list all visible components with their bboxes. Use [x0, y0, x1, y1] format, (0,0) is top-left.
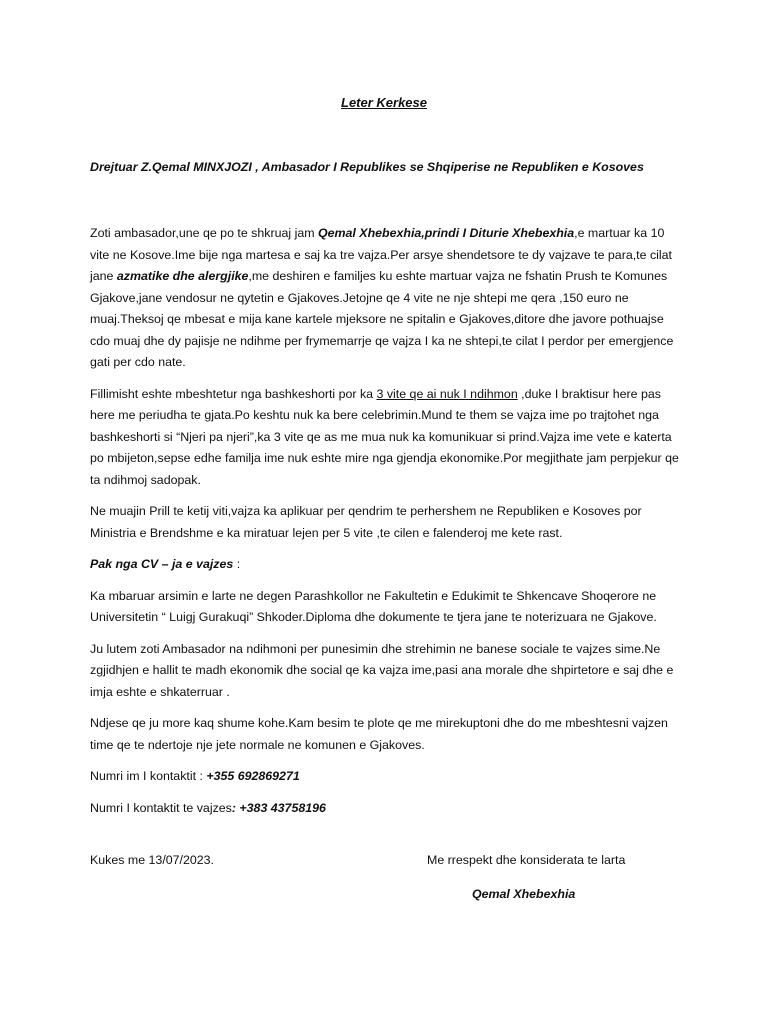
place-date: Kukes me 13/07/2023. [90, 853, 214, 867]
intro-text-a: Zoti ambasador,une qe po te shkruaj jam [90, 226, 318, 240]
contact2-label: Numri I kontaktit te vajzes [90, 800, 232, 815]
recipient-line: Drejtuar Z.Qemal MINXJOZI , Ambasador I Republikes se Shqiperise ne Republiken e Kosoves [90, 160, 644, 174]
situation-text-b: ,duke I braktisur here pas here me periudha te gjata.Po keshtu nuk ka bere celebrimin.Mund te them se vajza ime po trajtohet nga bashkeshorti si “Njeri pa njeri”,ka 3 vite qe as me mua nuk ka komunikuar si prind.Vajza ime vete e katerta po mbijeton,sepse edhe familja ime nuk eshte mire nga gjendja ekonomike.Por megjithate jam perpjekur qe ta ndihmoj sadopak. [90, 386, 679, 487]
contact2-value: : +383 43758196 [231, 800, 326, 815]
sender-name-bold: Qemal Xhebexhia,prindi I Diturie Xhebexhia [317, 226, 575, 240]
situation-underlined: 3 vite qe ai nuk I ndihmon [376, 386, 518, 401]
contact-line-2 [90, 798, 682, 820]
paragraph-request: Ju lutem zoti Ambasador na ndihmoni per punesimin dhe strehimin ne banese sociale te vajzes sime.Ne zgjidhjen e hallit te madh ekonomik dhe social qe ka vajza ime,pasi ana morale dhe shpirtetore e saj dhe e imja eshte e shkaterruar . [90, 641, 674, 699]
contact-line-1 [90, 766, 682, 788]
letter-title: Leter Kerkese [341, 95, 427, 110]
contact1-label: Numri im I kontaktit : [90, 769, 207, 783]
cv-label: Pak nga CV – ja e vajzes [90, 557, 234, 571]
signature-name: Qemal Xhebexhia [472, 887, 576, 901]
paragraph-apology: Ndjese qe ju more kaq shume kohe.Kam besim te plote qe me mirekuptoni dhe do me mbeshtesni vajzen time qe te ndertoje nje jete normale ne komunen e Gjakoves. [90, 716, 668, 752]
cv-suffix: : [233, 557, 241, 571]
situation-text-a: Fillimisht eshte mbeshtetur nga bashkeshorti por ka [90, 386, 377, 401]
paragraph-situation [90, 384, 682, 492]
paragraph-residence: Ne muajin Prill te ketij viti,vajza ka aplikuar per qendrim te perhershem ne Republiken e Kosoves por Ministria e Brendshme e ka miratuar lejen per 5 vite ,te cilen e falenderoj me kete rast. [90, 504, 642, 540]
closing-phrase: Me rrespekt dhe konsiderata te larta [427, 853, 626, 867]
cv-heading [90, 554, 682, 576]
letter-body [90, 223, 682, 829]
paragraph-intro [90, 223, 682, 374]
paragraph-education: Ka mbaruar arsimin e larte ne degen Parashkollor ne Fakultetin e Edukimit te Shkencave Shoqerore ne Universitetin “ Luigj Gurakuqi” Shkoder.Diploma dhe dokumente te tjera jane te noterizuara ne Gjakove. [90, 588, 657, 624]
intro-text-e: ,me deshiren e familjes ku eshte martuar vajza ne fshatin Prush te Komunes Gjakove,jane vendosur ne qytetin e Gjakoves.Jetojne qe 4 vite ne nje shtepi me qera ,150 euro ne muaj.Theksoj qe mbesat e mija kane kartele mjeksore ne spitalin e Gjakoves,ditore dhe javore pothuajse cdo muaj dhe dy pajisje ne ndihme per frymemarrje qe vajza I ka ne shtepi,te cilat I perdor per emergjence gati per cdo nate. [90, 269, 674, 369]
contact1-value: +355 692869271 [206, 769, 300, 783]
intro-text-c: ,e martuar ka 10 vite ne Kosove.Ime bije nga martesa e saj ka tre vajza.Per arsye shendetsore te dy vajzave te para,te cilat jane [90, 226, 672, 283]
condition-bold: azmatike dhe alergjike [116, 269, 249, 283]
